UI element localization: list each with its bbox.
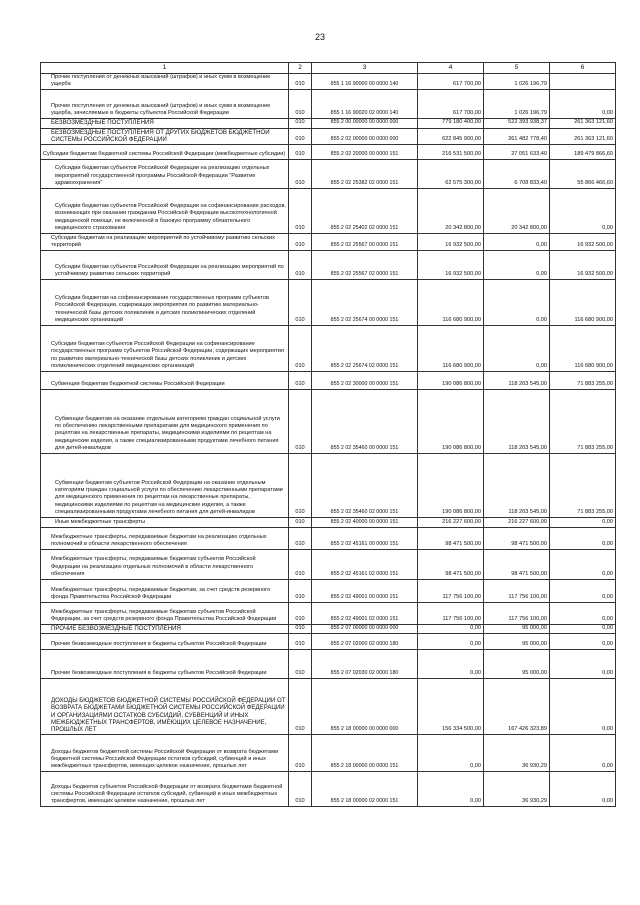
row-approved-amount-cell: 190 086 800,00 xyxy=(418,390,484,454)
row-unexecuted-amount-cell: 0,00 xyxy=(550,679,616,735)
row-executed-amount-cell: 0,00 xyxy=(484,234,550,251)
row-name-cell: ДОХОДЫ БЮДЖЕТОВ БЮДЖЕТНОЙ СИСТЕМЫ РОССИЙСКОЙ ФЕДЕРАЦИИ ОТ ВОЗВРАТА БЮДЖЕТАМИ БЮДЖЕТНОЙ СИСТЕМЫ РОССИЙСКОЙ ФЕДЕРАЦИИ И ОРГАНИЗАЦИЯМИ ОСТАТКОВ СУБСИДИЙ, СУБВЕНЦИЙ И ИНЫХ МЕЖБЮДЖЕТНЫХ ТРАНСФЕРТОВ, ИМЕЮЩИХ ЦЕЛЕВОЕ НАЗНАЧЕНИЕ, ПРОШЛЫХ ЛЕТ xyxy=(41,679,289,735)
column-number: 5 xyxy=(484,63,550,74)
row-name-cell: Субсидии бюджетам субъектов Российской Федерации на реализацию отдельных мероприятий государственной программы Российской Федерации "Развитие здравоохранения" xyxy=(41,160,289,189)
row-approved-amount-cell: 116 680 900,00 xyxy=(418,326,484,372)
column-number: 2 xyxy=(289,63,312,74)
row-income-code-cell: 855 2 02 20000 00 0000 151 xyxy=(312,145,418,160)
row-name-cell: Субсидии бюджетам субъектов Российской Федерации на софинансирование расходов, возникающих при оказании гражданам Российской Федерации высокотехнологичной медицинской помощи, не включенной в базовую программу обязательного медицинского страхования xyxy=(41,189,289,234)
row-name-cell: Иные межбюджетные трансферты xyxy=(41,518,289,528)
row-unexecuted-amount-cell: 0,00 xyxy=(550,772,616,807)
row-approved-amount-cell: 779 180 400,00 xyxy=(418,119,484,128)
row-unexecuted-amount-cell: 189 479 866,60 xyxy=(550,145,616,160)
table-row xyxy=(41,603,616,625)
row-approved-amount-cell: 622 845 900,00 xyxy=(418,128,484,144)
row-executed-amount-cell: 36 930,29 xyxy=(484,735,550,772)
row-line-code-cell: 010 xyxy=(289,280,312,326)
row-name-cell: Прочие поступления от денежных взысканий (штрафов) и иных сумм в возмещение ущерба, зачисляемые в бюджеты субъектов Российской Федерации xyxy=(41,90,289,119)
row-executed-amount-cell: 98 471 500,00 xyxy=(484,528,550,550)
row-approved-amount-cell: 0,00 xyxy=(418,772,484,807)
row-income-code-cell: 855 2 18 00000 00 0000 000 xyxy=(312,679,418,735)
row-approved-amount-cell: 0,00 xyxy=(418,625,484,634)
table-row xyxy=(41,160,616,189)
row-line-code-cell: 010 xyxy=(289,90,312,119)
row-line-code-cell: 010 xyxy=(289,454,312,518)
row-approved-amount-cell: 617 700,00 xyxy=(418,74,484,90)
row-approved-amount-cell: 0,00 xyxy=(418,735,484,772)
row-approved-amount-cell: 20 342 800,00 xyxy=(418,189,484,234)
row-line-code-cell: 010 xyxy=(289,145,312,160)
row-executed-amount-cell: 118 203 545,00 xyxy=(484,390,550,454)
row-name-cell: Субвенции бюджетам субъектов Российской Федерации на оказание отдельным категориям граждан социальной услуги по обеспечению лекарственными препаратами для медицинского применения по рецептам на лекарственные препараты, медицинскими изделиями по рецептам на медицинские изделия, а также специализированными продуктами лечебного питания для детей-инвалидов xyxy=(41,454,289,518)
row-approved-amount-cell: 216 227 600,00 xyxy=(418,518,484,528)
row-line-code-cell: 010 xyxy=(289,390,312,454)
row-name-cell: Субсидии бюджетам субъектов Российской Федерации на реализацию мероприятий по устойчивому развитию сельских территорий xyxy=(41,251,289,280)
row-unexecuted-amount-cell: 0,00 xyxy=(550,518,616,528)
row-name-cell: Субвенции бюджетам бюджетной системы Российской Федерации xyxy=(41,372,289,390)
row-name-cell: БЕЗВОЗМЕЗДНЫЕ ПОСТУПЛЕНИЯ ОТ ДРУГИХ БЮДЖЕТОВ БЮДЖЕТНОЙ СИСТЕМЫ РОССИЙСКОЙ ФЕДЕРАЦИИ xyxy=(41,128,289,144)
table-row xyxy=(41,650,616,679)
row-name-cell: Межбюджетные трансферты, передаваемые бюджетам на реализацию отдельных полномочий в области лекарственного обеспечения xyxy=(41,528,289,550)
row-executed-amount-cell: 0,00 xyxy=(484,251,550,280)
row-line-code-cell: 010 xyxy=(289,372,312,390)
row-executed-amount-cell: 522 393 938,37 xyxy=(484,119,550,128)
row-unexecuted-amount-cell: 55 866 466,60 xyxy=(550,160,616,189)
row-income-code-cell: 855 2 02 25567 02 0000 151 xyxy=(312,251,418,280)
row-unexecuted-amount-cell: 16 932 500,00 xyxy=(550,251,616,280)
row-approved-amount-cell: 190 086 800,00 xyxy=(418,454,484,518)
row-name-cell: Субсидии бюджетам на реализацию мероприятий по устойчивому развитию сельских территорий xyxy=(41,234,289,251)
row-name-cell: Субсидии бюджетам бюджетной системы Российской Федерации (межбюджетные субсидии) xyxy=(41,145,289,160)
row-approved-amount-cell: 98 471 500,00 xyxy=(418,528,484,550)
row-income-code-cell: 855 2 07 02000 02 0000 180 xyxy=(312,634,418,650)
row-income-code-cell: 855 2 00 00000 00 0000 000 xyxy=(312,119,418,128)
row-executed-amount-cell: 98 471 500,00 xyxy=(484,550,550,580)
row-income-code-cell: 855 2 07 00000 00 0000 000 xyxy=(312,625,418,634)
row-line-code-cell: 010 xyxy=(289,735,312,772)
row-unexecuted-amount-cell: 0,00 xyxy=(550,735,616,772)
row-executed-amount-cell: 1 026 196,79 xyxy=(484,74,550,90)
row-income-code-cell: 855 2 02 35460 02 0000 151 xyxy=(312,454,418,518)
row-line-code-cell: 010 xyxy=(289,625,312,634)
row-name-cell: Межбюджетные трансферты, передаваемые бюджетам субъектов Российской Федерации, за счет средств резервного фонда Правительства Российской Федерации xyxy=(41,603,289,625)
row-approved-amount-cell: 116 680 900,00 xyxy=(418,280,484,326)
row-unexecuted-amount-cell: 261 363 121,60 xyxy=(550,119,616,128)
row-income-code-cell: 855 2 02 25402 02 0000 151 xyxy=(312,189,418,234)
row-approved-amount-cell: 16 932 500,00 xyxy=(418,251,484,280)
table-row xyxy=(41,772,616,807)
row-approved-amount-cell: 0,00 xyxy=(418,634,484,650)
row-unexecuted-amount-cell: 0,00 xyxy=(550,634,616,650)
table-row xyxy=(41,634,616,650)
row-unexecuted-amount-cell: 71 883 255,00 xyxy=(550,390,616,454)
row-name-cell: Доходы бюджетов субъектов Российской Федерации от возврата бюджетами бюджетной системы Российской Федерации остатков субсидий, субвенций и иных межбюджетных трансфертов, имеющих целевое назначение, прошлых лет xyxy=(41,772,289,807)
row-income-code-cell: 855 2 02 25567 00 0000 151 xyxy=(312,234,418,251)
table-row xyxy=(41,90,616,119)
row-executed-amount-cell: 167 426 323,89 xyxy=(484,679,550,735)
row-name-cell: Субвенции бюджетам на оказание отдельным категориям граждан социальной услуги по обеспечению лекарственными препаратами для медицинского применения по рецептам на лекарственные препараты, медицинскими изделиями по рецептам на медицинские изделия, а также специализированными продуктами лечебного питания для детей-инвалидов xyxy=(41,390,289,454)
row-income-code-cell: 855 2 02 35460 00 0000 151 xyxy=(312,390,418,454)
table-row xyxy=(41,454,616,518)
row-name-cell: Прочие поступления от денежных взысканий (штрафов) и иных сумм в возмещение ущерба xyxy=(41,74,289,90)
row-income-code-cell: 855 2 02 45161 02 0000 151 xyxy=(312,550,418,580)
row-unexecuted-amount-cell: 261 363 121,60 xyxy=(550,128,616,144)
column-number: 1 xyxy=(41,63,289,74)
table-row xyxy=(41,128,616,144)
row-line-code-cell: 010 xyxy=(289,679,312,735)
row-name-cell: Субсидии бюджетам субъектов Российской Федерации на софинансирование государственных программ субъектов Российской Федерации, содержащих мероприятия по развитию материально-технической базы детских поликлиник и детских поликлинических отделений медицинских организаций xyxy=(41,326,289,372)
row-line-code-cell: 010 xyxy=(289,326,312,372)
row-name-cell: Субсидии бюджетам на софинансирование государственных программ субъектов Российской Федерации, содержащих мероприятия по развитию материально-технической базы детских поликлиник и детских поликлинических отделений медицинских организаций xyxy=(41,280,289,326)
row-line-code-cell: 010 xyxy=(289,234,312,251)
row-executed-amount-cell: 95 000,00 xyxy=(484,625,550,634)
row-unexecuted-amount-cell: 0,00 xyxy=(550,90,616,119)
row-line-code-cell: 010 xyxy=(289,550,312,580)
row-line-code-cell: 010 xyxy=(289,518,312,528)
row-line-code-cell: 010 xyxy=(289,634,312,650)
row-executed-amount-cell: 216 227 600,00 xyxy=(484,518,550,528)
row-executed-amount-cell: 118 203 545,00 xyxy=(484,372,550,390)
table-row xyxy=(41,189,616,234)
row-line-code-cell: 010 xyxy=(289,580,312,603)
row-unexecuted-amount-cell: 116 680 900,00 xyxy=(550,326,616,372)
row-executed-amount-cell: 95 000,00 xyxy=(484,650,550,679)
row-executed-amount-cell: 27 051 633,40 xyxy=(484,145,550,160)
row-income-code-cell: 855 1 16 90000 00 0000 140 xyxy=(312,74,418,90)
table-row xyxy=(41,518,616,528)
row-line-code-cell: 010 xyxy=(289,650,312,679)
row-unexecuted-amount-cell: 16 932 500,00 xyxy=(550,234,616,251)
table-row xyxy=(41,234,616,251)
row-approved-amount-cell: 117 756 100,00 xyxy=(418,603,484,625)
row-approved-amount-cell: 16 932 500,00 xyxy=(418,234,484,251)
row-unexecuted-amount-cell: 116 680 900,00 xyxy=(550,280,616,326)
table-row xyxy=(41,550,616,580)
column-number: 6 xyxy=(550,63,616,74)
row-name-cell: БЕЗВОЗМЕЗДНЫЕ ПОСТУПЛЕНИЯ xyxy=(41,119,289,128)
row-approved-amount-cell: 617 700,00 xyxy=(418,90,484,119)
page-number: 23 xyxy=(314,32,325,42)
table-row xyxy=(41,280,616,326)
row-income-code-cell: 855 2 07 02030 02 0000 180 xyxy=(312,650,418,679)
row-executed-amount-cell: 20 342 800,00 xyxy=(484,189,550,234)
row-income-code-cell: 855 2 18 00000 02 0000 151 xyxy=(312,772,418,807)
row-executed-amount-cell: 117 756 100,00 xyxy=(484,580,550,603)
row-income-code-cell: 855 2 02 49001 00 0000 151 xyxy=(312,580,418,603)
row-line-code-cell: 010 xyxy=(289,160,312,189)
row-line-code-cell: 010 xyxy=(289,128,312,144)
row-executed-amount-cell: 0,00 xyxy=(484,326,550,372)
row-income-code-cell: 855 1 16 90020 02 0000 140 xyxy=(312,90,418,119)
row-income-code-cell: 855 2 02 25382 02 0000 151 xyxy=(312,160,418,189)
column-number: 4 xyxy=(418,63,484,74)
column-number: 3 xyxy=(312,63,418,74)
table-row xyxy=(41,372,616,390)
row-approved-amount-cell: 98 471 500,00 xyxy=(418,550,484,580)
row-line-code-cell: 010 xyxy=(289,251,312,280)
table-row xyxy=(41,528,616,550)
row-approved-amount-cell: 0,00 xyxy=(418,650,484,679)
row-name-cell: Прочие безвозмездные поступления в бюджеты субъектов Российской Федерации xyxy=(41,650,289,679)
row-line-code-cell: 010 xyxy=(289,528,312,550)
row-executed-amount-cell: 95 000,00 xyxy=(484,634,550,650)
row-executed-amount-cell: 0,00 xyxy=(484,280,550,326)
row-unexecuted-amount-cell: 0,00 xyxy=(550,650,616,679)
table-row xyxy=(41,625,616,634)
row-executed-amount-cell: 36 930,29 xyxy=(484,772,550,807)
row-approved-amount-cell: 156 334 500,00 xyxy=(418,679,484,735)
row-executed-amount-cell: 118 203 545,00 xyxy=(484,454,550,518)
row-name-cell: Межбюджетные трансферты, передаваемые бюджетам, за счет средств резервного фонда Правительства Российской Федерации xyxy=(41,580,289,603)
row-name-cell: ПРОЧИЕ БЕЗВОЗМЕЗДНЫЕ ПОСТУПЛЕНИЯ xyxy=(41,625,289,634)
row-name-cell: Доходы бюджетов бюджетной системы Российской Федерации от возврата бюджетами бюджетной системы Российской Федерации остатков субсидий, субвенций и иных межбюджетных трансфертов, имеющих целевое назначение, прошлых лет xyxy=(41,735,289,772)
table-row xyxy=(41,580,616,603)
row-line-code-cell: 010 xyxy=(289,119,312,128)
row-name-cell: Межбюджетные трансферты, передаваемые бюджетам субъектов Российской Федерации на реализацию отдельных полномочий в области лекарственного обеспечения xyxy=(41,550,289,580)
row-line-code-cell: 010 xyxy=(289,189,312,234)
row-income-code-cell: 855 2 02 00000 00 0000 000 xyxy=(312,128,418,144)
row-income-code-cell: 855 2 18 00000 00 0000 151 xyxy=(312,735,418,772)
row-unexecuted-amount-cell: 0,00 xyxy=(550,625,616,634)
row-executed-amount-cell: 1 026 196,79 xyxy=(484,90,550,119)
table-row xyxy=(41,326,616,372)
row-unexecuted-amount-cell: 71 883 255,00 xyxy=(550,454,616,518)
row-approved-amount-cell: 62 575 300,00 xyxy=(418,160,484,189)
table-row xyxy=(41,390,616,454)
table-row xyxy=(41,119,616,128)
row-approved-amount-cell: 117 756 100,00 xyxy=(418,580,484,603)
row-unexecuted-amount-cell: 0,00 xyxy=(550,528,616,550)
row-income-code-cell: 855 2 02 25674 00 0000 151 xyxy=(312,280,418,326)
table-row xyxy=(41,145,616,160)
row-unexecuted-amount-cell: 71 883 255,00 xyxy=(550,372,616,390)
row-executed-amount-cell: 361 482 778,40 xyxy=(484,128,550,144)
row-unexecuted-amount-cell xyxy=(550,74,616,90)
row-unexecuted-amount-cell: 0,00 xyxy=(550,550,616,580)
row-income-code-cell: 855 2 02 30000 00 0000 151 xyxy=(312,372,418,390)
row-income-code-cell: 855 2 02 49001 02 0000 151 xyxy=(312,603,418,625)
row-line-code-cell: 010 xyxy=(289,603,312,625)
row-income-code-cell: 855 2 02 25674 02 0000 151 xyxy=(312,326,418,372)
row-line-code-cell: 010 xyxy=(289,772,312,807)
row-approved-amount-cell: 216 531 500,00 xyxy=(418,145,484,160)
row-executed-amount-cell: 117 756 100,00 xyxy=(484,603,550,625)
row-line-code-cell: 010 xyxy=(289,74,312,90)
row-income-code-cell: 855 2 02 45161 00 0000 151 xyxy=(312,528,418,550)
row-income-code-cell: 855 2 02 40000 00 0000 151 xyxy=(312,518,418,528)
table-row xyxy=(41,735,616,772)
row-approved-amount-cell: 190 086 800,00 xyxy=(418,372,484,390)
row-unexecuted-amount-cell: 0,00 xyxy=(550,189,616,234)
row-unexecuted-amount-cell: 0,00 xyxy=(550,603,616,625)
row-name-cell: Прочие безвозмездные поступления в бюджеты субъектов Российской Федерации xyxy=(41,634,289,650)
income-report-table xyxy=(40,62,616,807)
table-row xyxy=(41,251,616,280)
row-unexecuted-amount-cell: 0,00 xyxy=(550,580,616,603)
table-row xyxy=(41,74,616,90)
column-number-row xyxy=(41,63,616,74)
row-executed-amount-cell: 6 708 833,40 xyxy=(484,160,550,189)
table-row xyxy=(41,679,616,735)
